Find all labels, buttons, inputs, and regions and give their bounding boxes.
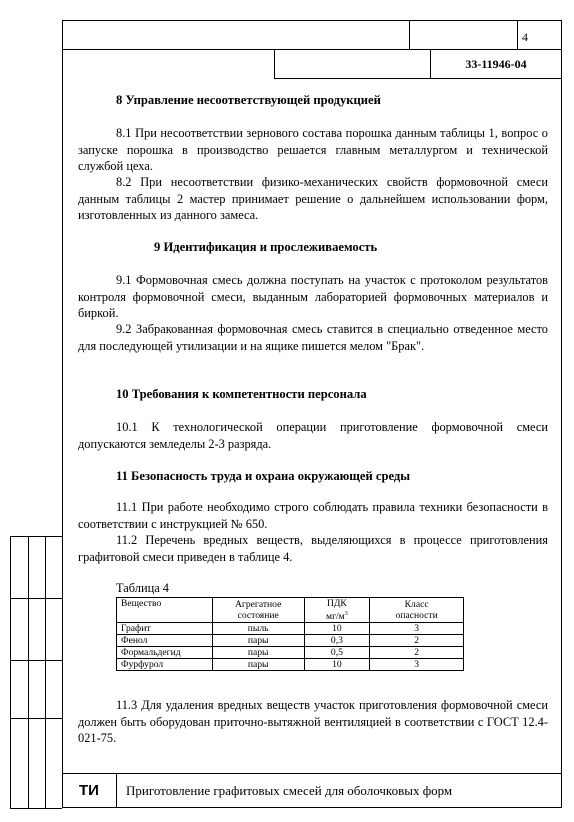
table-row [117, 623, 464, 635]
cell-pdk: 10 [304, 659, 370, 671]
header-divider-3 [274, 49, 275, 78]
header-rule-2 [274, 78, 562, 79]
cell-class: 2 [370, 635, 464, 647]
section-9-2-text: 9.2 Забракованная формовочная смесь ставится в специально отведенное место для последующей утилизации и на ящике пишется мелом "Брак". [78, 322, 548, 353]
table-row [117, 647, 464, 659]
cell-class: 3 [370, 623, 464, 635]
section-10-heading: 10 Требования к компетентности персонала [116, 387, 367, 401]
section-8-2-text: 8.2 При несоответствии физико-механических свойств формовочной смеси данным таблицы 2 мастер принимает решение о дальнейшем использовании форм, изготовленных из данного замеса. [78, 175, 548, 223]
cell-substance: Фурфурол [117, 659, 213, 671]
table-4-caption: Таблица 4 [116, 581, 169, 595]
header-rule-1 [62, 49, 562, 50]
document-code: ТИ [79, 782, 99, 799]
cell-substance: Формальдегид [117, 647, 213, 659]
cell-state: пары [212, 635, 304, 647]
margin-stamp-line-2 [28, 536, 29, 808]
cell-pdk: 0,3 [304, 635, 370, 647]
cell-state: пары [212, 659, 304, 671]
header-substance: Вещество [117, 598, 213, 623]
header-divider-1 [409, 20, 410, 49]
table-row [117, 659, 464, 671]
table-header-row [117, 598, 464, 623]
margin-stamp-row-2 [10, 660, 62, 661]
cell-pdk: 10 [304, 623, 370, 635]
section-11-3-text: 11.3 Для удаления вредных веществ участок приготовления формовочной смеси должен быть оборудован приточно-вытяжной вентиляцией в соответствии с ГОСТ 12.4-021-75. [78, 698, 548, 746]
section-9-1-text: 9.1 Формовочная смесь должна поступать на участок с протоколом результатов контроля формовочной смеси, выданным лабораторией формовочных материалов и биркой. [78, 273, 548, 321]
section-9-heading: 9 Идентификация и прослеживаемость [154, 240, 378, 254]
cell-class: 2 [370, 647, 464, 659]
section-11-1-text: 11.1 При работе необходимо строго соблюдать правила техники безопасности в соответствии с инструкцией № 650. [78, 500, 548, 531]
margin-stamp-line-3 [45, 536, 46, 808]
document-number: 33-11946-04 [465, 57, 527, 71]
section-10-1-text: 10.1 К технологической операции приготовление формовочной смеси допускаются земледелы 2-3 разряда. [78, 420, 548, 451]
document-title: Приготовление графитовых смесей для оболочковых форм [126, 782, 453, 798]
header-divider-2 [517, 20, 518, 49]
page-number: 4 [522, 30, 528, 44]
table-4 [116, 597, 464, 671]
cell-substance: Фенол [117, 635, 213, 647]
cell-pdk: 0,5 [304, 647, 370, 659]
section-11-2-text: 11.2 Перечень вредных веществ, выделяющихся в процессе приготовления графитовой смеси приведен в таблице 4. [78, 533, 548, 564]
cell-state: пары [212, 647, 304, 659]
margin-stamp-bottom [10, 808, 62, 809]
margin-stamp-top [10, 536, 62, 537]
header-pdk: ПДК $мг/м^3$ [304, 598, 370, 623]
margin-stamp-row-3 [10, 718, 62, 719]
section-11-heading: 11 Безопасность труда и охрана окружающей среды [116, 469, 411, 483]
margin-stamp-line-1 [10, 536, 11, 808]
cell-state: пыль [212, 623, 304, 635]
margin-stamp-row-1 [10, 598, 62, 599]
footer-divider [116, 773, 117, 808]
cell-class: 3 [370, 659, 464, 671]
section-8-1-text: 8.1 При несоответствии зернового состава порошка данным таблицы 1, вопрос о запуске порошка в производство решается главным металлургом и технической службой цеха. [78, 126, 548, 174]
cell-substance: Графит [117, 623, 213, 635]
table-row [117, 635, 464, 647]
header-state: Агрегатное состояние [212, 598, 304, 623]
header-class: Класс опасности [370, 598, 464, 623]
section-8-heading: 8 Управление несоответствующей продукцией [116, 93, 381, 107]
